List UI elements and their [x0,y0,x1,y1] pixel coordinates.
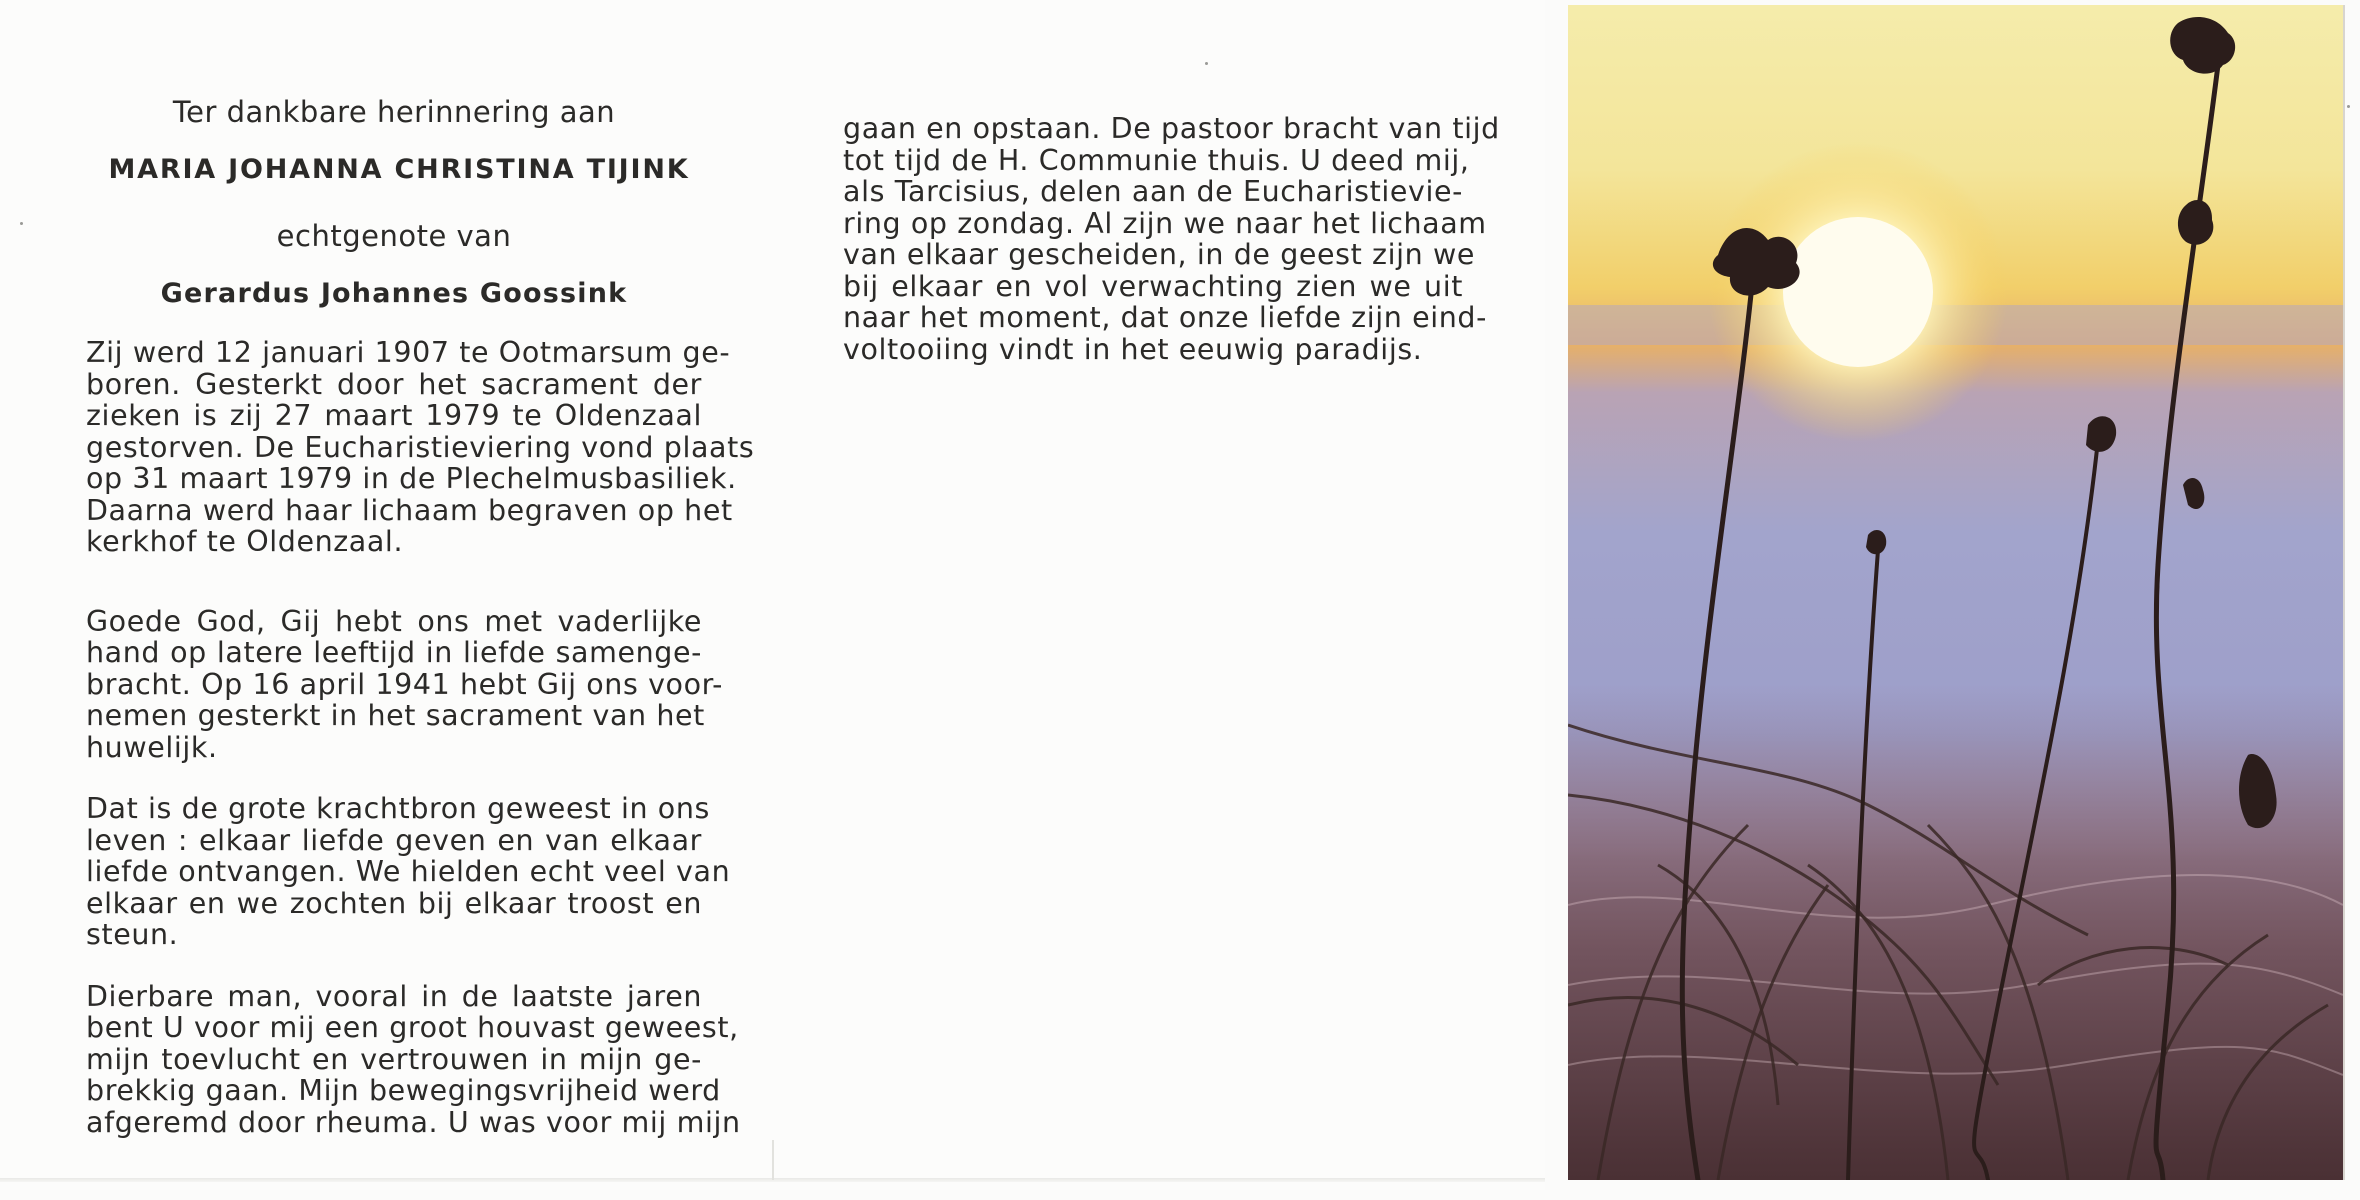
text-line: tot tijd de H. Communie thuis. U deed mij, [843,143,1470,177]
text-line: kerkhof te Oldenzaal. [86,525,404,558]
text-line: Dat is de grote krachtbron geweest in ons [86,792,710,825]
text-line: brekkig gaan. Mijn bewegingsvrijheid werd [86,1074,721,1107]
left-page-column [86,95,755,1139]
address-paragraph [86,979,741,1139]
text-line: Zij werd 12 januari 1907 te Ootmarsum ge- [86,336,731,369]
text-line: als Tarcisius, delen aan de Eucharistievie- [843,175,1463,208]
card-fold-mark [772,1140,774,1180]
text-line: op 31 maart 1979 in de Plechelmusbasiliek. [86,462,737,495]
text-line: gestorven. De Eucharistieviering vond plaats [86,430,755,464]
text-line: steun. [86,918,179,951]
paper-speck [20,222,23,225]
text-line: voltooiing vindt in het eeuwig paradijs. [843,332,1423,366]
text-line: bracht. Op 16 april 1941 hebt Gij ons voor- [86,667,723,701]
text-line: hand op latere leeftijd in liefde samenge- [86,636,702,669]
right-page-column [843,112,1500,366]
text-line: ring op zondag. Al zijn we naar het lichaam [843,206,1487,240]
continuation-paragraph [843,112,1500,366]
text-line: huwelijk. [86,730,218,764]
text-line: Dierbare man, vooral in de laatste jaren [86,979,702,1013]
text-line: nemen gesterkt in het sacrament van het [86,699,705,732]
reflection-paragraph [86,792,731,951]
text-line: bij elkaar en vol verwachting zien we uit [843,269,1463,303]
paper-speck [2347,105,2350,108]
sunset-photo-illustration [1568,5,2343,1180]
spouse-name: Gerardus Johannes Goossink [160,278,628,309]
biography-paragraph [86,336,755,558]
prayer-paragraph [86,604,723,764]
paper-speck [1205,62,1208,65]
text-line: boren. Gesterkt door het sacrament der [86,367,702,401]
text-line: Goede God, Gij hebt ons met vaderlijke [86,604,702,638]
text-line: gaan en opstaan. De pastoor bracht van tijd [843,112,1500,145]
text-line: Daarna werd haar lichaam begraven op het [86,493,733,527]
text-line: elkaar en we zochten bij elkaar troost en [86,886,702,920]
sunset-photo [1568,5,2345,1180]
text-line: afgeremd door rheuma. U was voor mij mijn [86,1105,741,1139]
memorial-intro: Ter dankbare herinnering aan [172,95,616,129]
text-line: naar het moment, dat onze liefde zijn eind- [843,301,1487,334]
text-line: bent U voor mij een groot houvast geweest, [86,1011,739,1044]
text-line: zieken is zij 27 maart 1979 te Oldenzaal [86,399,702,432]
text-line: mijn toevlucht en vertrouwen in mijn ge- [86,1042,702,1076]
spouse-intro: echtgenote van [276,219,512,253]
deceased-name: MARIA JOHANNA CHRISTINA TIJINK [108,154,690,185]
text-line: leven : elkaar liefde geven en van elkaar [86,823,702,857]
text-line: liefde ontvangen. We hielden echt veel van [86,855,731,888]
text-line: van elkaar gescheiden, in de geest zijn we [843,238,1476,271]
